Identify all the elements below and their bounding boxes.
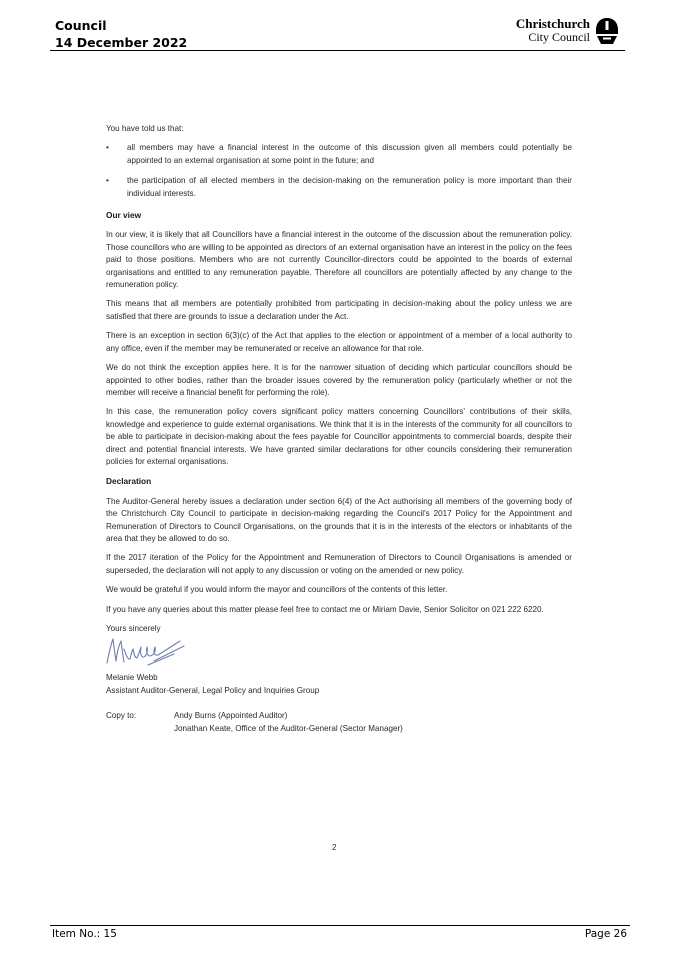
our-view-heading: Our view <box>106 210 142 221</box>
page-number: Page 26 <box>584 928 627 940</box>
copy-recipient: Jonathan Keate, Office of the Auditor-General (Sector Manager) <box>174 723 403 733</box>
copy-to-section <box>106 710 572 735</box>
letter-page-number: 2 <box>332 842 337 852</box>
copy-to-label: Copy to: <box>106 711 137 721</box>
signer-name: Melanie Webb <box>106 673 158 683</box>
paragraph: In this case, the remuneration policy covers significant policy matters concerning Councillors' contributions of their skills, knowledge and experience to guide external organisations. We think that it is in the interests of the community for all councillors to be able to participate in decision-making about the fees payable for Councillor appointments to commercial boards, despite their direct and potential financial interests. We have granted similar declarations for other councils considering their remuneration policies for external organisations. <box>106 407 572 466</box>
paragraph: This means that all members are potentially prohibited from participating in decision-making about the policy unless we are satisfied that there are grounds to issue a declaration under the Act. <box>106 299 572 321</box>
copy-recipient: Andy Burns (Appointed Auditor) <box>174 711 288 721</box>
logo-line2: City Council <box>528 30 590 44</box>
letter-body <box>106 123 572 735</box>
item-number: Item No.: 15 <box>52 928 117 940</box>
signer-title: Assistant Auditor-General, Legal Policy and Inquiries Group <box>106 685 320 695</box>
paragraph: We would be grateful if you would inform the mayor and councillors of the contents of this letter. <box>106 585 448 595</box>
paragraph: In our view, it is likely that all Councillors have a financial interest in the outcome of the discussion about the remuneration policy. Those councillors who are willing to be appointed as directors of an external organisation have an interest in the policy on the fees paid to those positions. Members who are not currently Councillor-directors could be appointed to the boards of external organisations and entitled to any remuneration payable. Therefore all councillors are potentially affected by any change to the remuneration policy. <box>106 230 572 290</box>
copy-recipient-list <box>174 710 403 735</box>
signature-block <box>106 623 572 697</box>
paragraph: We do not think the exception applies here. It is for the narrower situation of deciding which particular councillors should be appointed to other bodies, rather than the broader issues covered by the remuneration policy (particularly whether or not the member will receive a financial benefit for performing the role). <box>106 363 572 397</box>
declaration-heading: Declaration <box>106 476 152 487</box>
meeting-header <box>55 17 187 51</box>
closing-text: Yours sincerely <box>106 624 161 633</box>
list-item: • all members may have a financial interest in the outcome of this discussion given all members could potentially be appointed to an external organisation at some point in the future; and <box>106 142 572 167</box>
header-rule <box>50 50 625 51</box>
meeting-title: Council <box>55 18 107 33</box>
cathedral-logo-icon <box>594 17 620 45</box>
paragraph: The Auditor-General hereby issues a declaration under section 6(4) of the Act authorising all members of the governing body of the Christchurch City Council to participate in decision-making regarding the Council's 2017 Policy for the Appointment and Remuneration of Directors to Council Organisations, on the grounds that it is in the interests of the electors or inhabitants of the area that they be allowed to do so. <box>106 496 572 543</box>
footer-rule <box>50 925 630 926</box>
handwritten-signature-icon <box>104 635 186 669</box>
intro-text: You have told us that: <box>106 124 184 133</box>
paragraph: There is an exception in section 6(3)(c) of the Act that applies to the election or appointment of a member of a local authority to any office, even if the member may be remunerated or receive an allowance for that role. <box>106 331 572 353</box>
logo-line1: Christchurch <box>515 16 590 31</box>
list-item: • the participation of all elected members in the decision-making on the remuneration policy is more important than their individual interests. <box>106 175 572 200</box>
council-logo <box>510 16 620 48</box>
paragraph: If the 2017 iteration of the Policy for the Appointment and Remuneration of Directors to Council Organisations is amended or superseded, the declaration will not apply to any discussion or voting on the amended or new policy. <box>106 553 572 575</box>
meeting-date: 14 December 2022 <box>55 35 188 50</box>
paragraph: If you have any queries about this matter please feel free to contact me or Miriam Davie, Senior Solicitor on 021 222 6220. <box>106 604 544 614</box>
concern-list <box>106 142 572 200</box>
